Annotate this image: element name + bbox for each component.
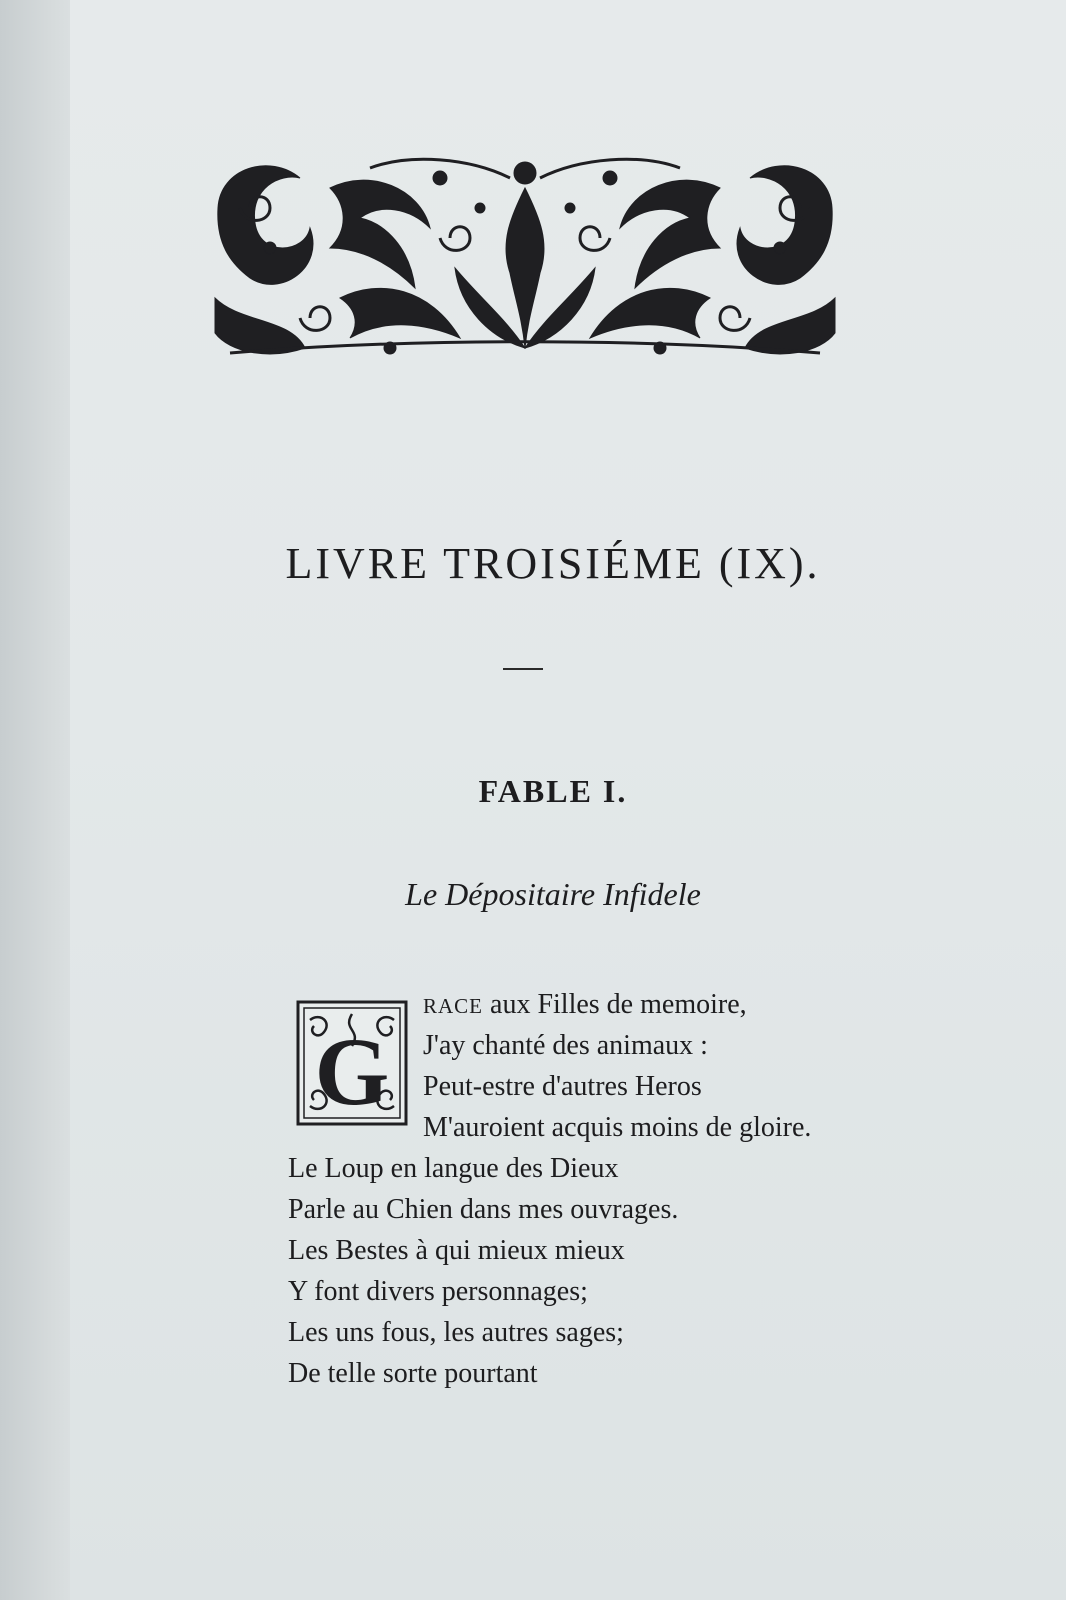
ornamental-headpiece [210, 148, 840, 363]
verse-line-9: Les uns fous, les autres sages; [288, 1317, 624, 1348]
verse-line-7: Les Bestes à qui mieux mieux [288, 1235, 625, 1266]
drop-cap-letter: G [314, 1018, 390, 1125]
fable-title: Le Dépositaire Infidele [405, 876, 701, 912]
verse-line-6: Parle au Chien dans mes ouvrages. [288, 1194, 679, 1225]
verse-line-5: Le Loup en langue des Dieux [288, 1153, 619, 1184]
verse-line-4: M'auroient acquis moins de gloire. [423, 1112, 812, 1143]
verse-line-1-rest: aux Filles de memoire, [490, 989, 747, 1020]
title-rule [503, 668, 543, 670]
smallcaps-word: RACE [423, 994, 484, 1018]
verse-line-2: J'ay chanté des animaux : [423, 1030, 708, 1061]
verse-line-8: Y font divers personnages; [288, 1276, 588, 1307]
fable-number: FABLE I. [478, 773, 628, 809]
book-heading: LIVRE TROISIÉME (IX). [285, 539, 821, 588]
verse-line-1 [423, 984, 747, 1027]
decorated-initial [296, 1000, 408, 1126]
verse-line-10: De telle sorte pourtant [288, 1358, 538, 1389]
verse-line-3: Peut-estre d'autres Heros [423, 1071, 702, 1102]
